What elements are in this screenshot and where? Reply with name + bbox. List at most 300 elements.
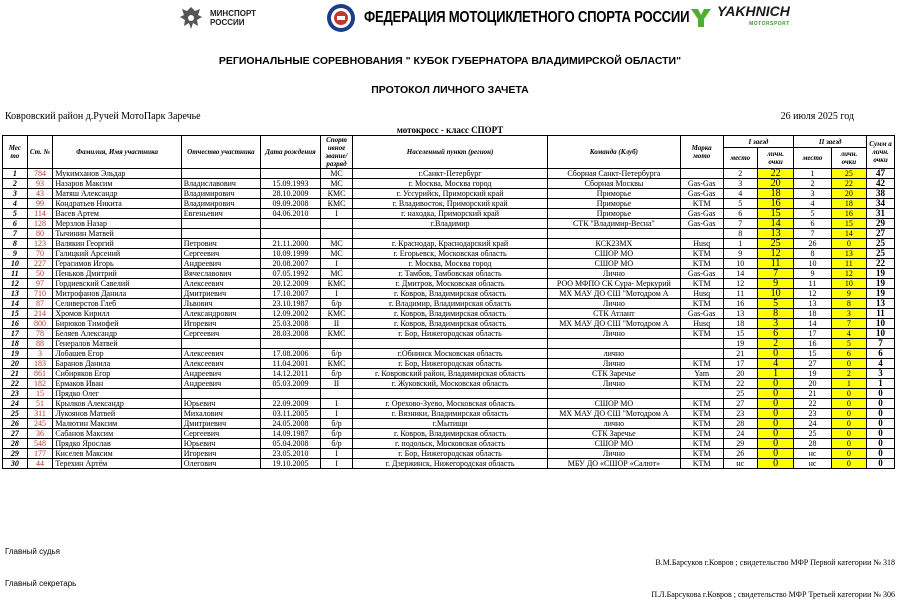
cell-rank [320,219,352,229]
cell-birth-date: 12.09.2002 [261,309,321,319]
cell-name: Пеньков Дмитрий [53,269,181,279]
cell-patronymic [181,339,260,349]
cell-race2-pts: 8 [831,299,866,309]
table-row [3,359,895,369]
cell-race1-pos: 14 [723,269,757,279]
cell-moto: KTM [680,409,723,419]
cell-race2-pts: 20 [831,189,866,199]
cell-race1-pts: 10 [757,289,793,299]
cell-moto: KTM [680,439,723,449]
cell-race1-pts: 14 [757,219,793,229]
cell-total: 0 [867,459,895,469]
cell-race2-pos: 20 [794,379,831,389]
table-row [3,389,895,399]
cell-rank: I [320,399,352,409]
cell-name: Мерзлов Назар [53,219,181,229]
cell-rank: I [320,409,352,419]
cell-rank: КМС [320,199,352,209]
cell-total: 19 [867,289,895,299]
cell-birth-date: 15.09.1993 [261,179,321,189]
cell-rank [320,339,352,349]
cell-start-number: 311 [27,409,53,419]
cell-name: Гордиевский Савелий [53,279,181,289]
cell-name: Генералов Матвей [53,339,181,349]
cell-moto: KTM [680,429,723,439]
cell-name: Хромов Кирилл [53,309,181,319]
col-team: Команда (Клуб) [547,136,680,169]
cell-patronymic: Игоревич [181,449,260,459]
cell-patronymic: Евгеньевич [181,209,260,219]
federation-emblem-icon [326,3,356,33]
cell-race2-pos: 22 [794,399,831,409]
cell-total: 29 [867,219,895,229]
cell-moto: KTM [680,449,723,459]
cell-place: 5 [3,209,28,219]
cell-rank: КМС [320,359,352,369]
cell-city [353,389,548,399]
cell-race1-pts: 25 [757,239,793,249]
cell-moto: KTM [680,459,723,469]
cell-total: 38 [867,189,895,199]
cell-patronymic [181,219,260,229]
cell-race1-pos: 6 [723,209,757,219]
cell-city: г. Дзержинск, Нижегородская область [353,459,548,469]
cell-birth-date [261,229,321,239]
cell-birth-date: 17.10.2007 [261,289,321,299]
cell-place: 28 [3,439,28,449]
cell-name: Назаров Максим [53,179,181,189]
table-row [3,409,895,419]
cell-city: г. Москва, Москва город [353,259,548,269]
cell-city: г. Ковров, Владимирская область [353,429,548,439]
cell-place: 18 [3,339,28,349]
cell-race1-pts: 0 [757,449,793,459]
cell-race1-pos: 3 [723,179,757,189]
cell-total: 25 [867,239,895,249]
cell-race2-pts: 0 [831,399,866,409]
cell-total: 19 [867,269,895,279]
cell-rank [320,229,352,239]
cell-race1-pts: 0 [757,459,793,469]
cell-race1-pos: 10 [723,259,757,269]
col-race1: I заезд [723,136,794,148]
cell-start-number: 87 [27,299,53,309]
cell-name: Беляев Александр [53,329,181,339]
cell-race1-pts: 8 [757,309,793,319]
cell-start-number: 97 [27,279,53,289]
cell-start-number: 182 [27,379,53,389]
cell-rank: б/р [320,349,352,359]
cell-race2-pos: 9 [794,269,831,279]
cell-name: Малютин Максим [53,419,181,429]
table-row [3,169,895,179]
cell-moto: KTM [680,279,723,289]
cell-birth-date [261,169,321,179]
cell-rank: МС [320,239,352,249]
cell-race1-pts: 0 [757,399,793,409]
cell-race2-pts: 1 [831,379,866,389]
cell-start-number: 99 [27,199,53,209]
cell-patronymic: Олегович [181,459,260,469]
cell-patronymic: Дмитриевич [181,289,260,299]
cell-race2-pos: 21 [794,389,831,399]
cell-birth-date: 17.08.2006 [261,349,321,359]
table-row [3,299,895,309]
cell-birth-date [261,389,321,399]
cell-place: 2 [3,179,28,189]
cell-rank: КМС [320,279,352,289]
cell-rank: б/р [320,429,352,439]
cell-start-number: 710 [27,289,53,299]
cell-team: Приморье [547,189,680,199]
cell-patronymic: Игоревич [181,319,260,329]
cell-start-number: 70 [27,249,53,259]
table-row [3,459,895,469]
cell-name: Герасимов Игорь [53,259,181,269]
col-rank: Спорт ивное звание/ разряд [320,136,352,169]
cell-race1-pos: 1 [723,239,757,249]
cell-rank: I [320,209,352,219]
secretary-info: П.Л.Барсукова г.Ковров ; свидетельство МФР Третьей категории № 306 [651,590,895,599]
cell-rank: КМС [320,329,352,339]
cell-birth-date: 23.05.2010 [261,449,321,459]
cell-team: КСК23МХ [547,239,680,249]
cell-race2-pts: 16 [831,209,866,219]
cell-team: Сборная Санкт-Петербурга [547,169,680,179]
cell-team: СШОР МО [547,399,680,409]
cell-place: 3 [3,189,28,199]
cell-race1-pos: 27 [723,399,757,409]
cell-rank: КМС [320,309,352,319]
cell-city: г. Ковров, Владимирская область [353,309,548,319]
cell-total: 0 [867,449,895,459]
competition-title: РЕГИОНАЛЬНЫЕ СОРЕВНОВАНИЯ " КУБОК ГУБЕРНАТОРА ВЛАДИМИРСКОЙ ОБЛАСТИ" [218,55,682,67]
cell-race1-pos: 2 [723,169,757,179]
cell-moto: Gas-Gas [680,309,723,319]
cell-place: 24 [3,399,28,409]
results-body [3,169,895,469]
table-row [3,219,895,229]
minsport-line1: МИНСПОРТ [210,9,257,18]
cell-birth-date [261,219,321,229]
table-row [3,399,895,409]
cell-city: г. Тамбов, Тамбовская область [353,269,548,279]
cell-total: 0 [867,439,895,449]
cell-moto: KTM [680,399,723,409]
cell-name: Лобашев Егор [53,349,181,359]
cell-race1-pos: 8 [723,229,757,239]
col-place: Мес то [3,136,28,169]
col-race2: II заезд [794,136,867,148]
cell-team: Лично [547,379,680,389]
cell-birth-date: 10.09.1999 [261,249,321,259]
cell-moto: Yam [680,369,723,379]
cell-moto: Husq [680,239,723,249]
cell-race2-pts: 0 [831,439,866,449]
table-row [3,209,895,219]
col-name: Фамилия, Имя участника [53,136,181,169]
cell-total: 7 [867,339,895,349]
cell-start-number: 177 [27,449,53,459]
cell-name: Сабанов Максим [53,429,181,439]
cell-team: Приморье [547,209,680,219]
cell-total: 31 [867,209,895,219]
cell-race1-pts: 13 [757,229,793,239]
table-row [3,259,895,269]
cell-name: Киселев Максим [53,449,181,459]
minsport-logo [176,3,256,33]
cell-start-number: 78 [27,329,53,339]
cell-patronymic: Юрьевич [181,399,260,409]
cell-name: Ермаков Иван [53,379,181,389]
cell-name: Лукоянов Матвей [53,409,181,419]
cell-total: 47 [867,169,895,179]
cell-race2-pos: 18 [794,309,831,319]
cell-race2-pos: 19 [794,369,831,379]
cell-name: Тычинин Матвей [53,229,181,239]
cell-name: Крылков Александр [53,399,181,409]
cell-start-number: 548 [27,439,53,449]
sponsor-sub: MOTORSPORT [749,21,790,27]
cell-race2-pos: 13 [794,299,831,309]
results-table [2,135,895,469]
cell-moto: Gas-Gas [680,219,723,229]
table-row [3,429,895,439]
cell-race1-pts: 20 [757,179,793,189]
cell-name: Кондратьев Никита [53,199,181,209]
cell-race1-pos: 21 [723,349,757,359]
cell-moto: Gas-Gas [680,179,723,189]
cell-race2-pos: нс [794,459,831,469]
cell-city: г. Бор, Нижегородская область [353,449,548,459]
cell-team: Лично [547,299,680,309]
cell-place: 21 [3,369,28,379]
cell-total: 1 [867,379,895,389]
cell-total: 10 [867,329,895,339]
cell-start-number: 88 [27,339,53,349]
cell-race1-pos: 29 [723,439,757,449]
table-row [3,179,895,189]
cell-place: 26 [3,419,28,429]
cell-name: Терехин Артём [53,459,181,469]
cell-race1-pts: 11 [757,259,793,269]
cell-name: Митрофанов Данила [53,289,181,299]
cell-race2-pts: 14 [831,229,866,239]
cell-team: лично [547,419,680,429]
protocol-title: ПРОТОКОЛ ЛИЧНОГО ЗАЧЕТА [371,84,529,96]
cell-start-number: 227 [27,259,53,269]
cell-race2-pts: 12 [831,269,866,279]
table-row [3,369,895,379]
cell-start-number: 123 [27,239,53,249]
table-row [3,199,895,209]
cell-moto: KTM [680,419,723,429]
cell-race2-pts: 3 [831,309,866,319]
cell-birth-date: 22.09.2009 [261,399,321,409]
cell-name: Прядко Ярослав [53,439,181,449]
cell-place: 13 [3,289,28,299]
cell-patronymic: Сергеевич [181,329,260,339]
cell-team: СШОР МО [547,249,680,259]
cell-total: 4 [867,359,895,369]
cell-race2-pts: 0 [831,359,866,369]
cell-rank: МС [320,179,352,189]
cell-place: 16 [3,319,28,329]
cell-race2-pos: 12 [794,289,831,299]
cell-birth-date: 24.05.2008 [261,419,321,429]
table-row [3,249,895,259]
cell-total: 0 [867,419,895,429]
cell-patronymic: Алексеевич [181,359,260,369]
cell-rank [320,389,352,399]
cell-race2-pos: 4 [794,199,831,209]
cell-race2-pts: 0 [831,409,866,419]
cell-place: 11 [3,269,28,279]
cell-place: 30 [3,459,28,469]
cell-race2-pos: 1 [794,169,831,179]
table-row [3,279,895,289]
cell-race2-pts: 0 [831,389,866,399]
cell-race2-pos: 8 [794,249,831,259]
cell-race2-pts: 25 [831,169,866,179]
cell-race1-pos: 23 [723,409,757,419]
col-race2-pos: место [794,148,831,169]
cell-city: г. Ковров, Владимирская область [353,289,548,299]
cell-race2-pts: 15 [831,219,866,229]
col-city: Населенный пункт (регион) [353,136,548,169]
cell-rank: б/р [320,439,352,449]
cell-team: МХ МАУ ДО СШ "Мотодром А [547,289,680,299]
cell-race1-pts: 12 [757,249,793,259]
cell-start-number: 183 [27,359,53,369]
cell-moto: KTM [680,359,723,369]
cell-race1-pos: нс [723,459,757,469]
cell-race2-pts: 10 [831,279,866,289]
cell-moto: KTM [680,379,723,389]
cell-name: Сибиряков Егор [53,369,181,379]
cell-place: 23 [3,389,28,399]
col-sum: Сумм а личн. очки [867,136,895,169]
cell-birth-date: 23.10.1987 [261,299,321,309]
table-row [3,329,895,339]
venue: Ковровский район д.Ручей МотоПарк Заречье [5,111,201,122]
cell-race1-pos: 5 [723,199,757,209]
table-row [3,269,895,279]
cell-city: г. Ковров, Владимирская область [353,319,548,329]
cell-city: г. Уссурийск, Приморский край [353,189,548,199]
cell-patronymic: Сергеевич [181,429,260,439]
cell-birth-date: 25.03.2008 [261,319,321,329]
cell-race1-pts: 15 [757,209,793,219]
cell-city [353,339,548,349]
cell-team: СШОР МО [547,259,680,269]
cell-total: 0 [867,389,895,399]
judge-label: Главный судья [5,547,61,556]
cell-moto: KTM [680,249,723,259]
cell-birth-date: 05.04.2008 [261,439,321,449]
cell-race2-pts: 9 [831,289,866,299]
table-row [3,419,895,429]
cell-rank: I [320,289,352,299]
cell-patronymic: Андреевич [181,369,260,379]
cell-place: 20 [3,359,28,369]
cell-start-number: 245 [27,419,53,429]
cell-birth-date: 09.09.2008 [261,199,321,209]
cell-race1-pos: 15 [723,329,757,339]
cell-start-number: 43 [27,189,53,199]
col-race2-pts: личн. очки [831,148,866,169]
cell-race1-pos: 19 [723,339,757,349]
cell-birth-date: 14.12.2011 [261,369,321,379]
cell-city: г. Вязники, Владимирская область [353,409,548,419]
cell-patronymic: Алексеевич [181,279,260,289]
cell-race1-pos: 11 [723,289,757,299]
cell-patronymic: Алексеевич [181,349,260,359]
cell-race1-pos: 20 [723,369,757,379]
cell-start-number: 44 [27,459,53,469]
cell-team: СТК Заречье [547,429,680,439]
cell-patronymic: Михалович [181,409,260,419]
table-row [3,339,895,349]
col-patronymic: Отчество участника [181,136,260,169]
cell-race1-pts: 18 [757,189,793,199]
cell-city: г. Дмитров, Московская область [353,279,548,289]
cell-race2-pts: 22 [831,179,866,189]
cell-race1-pos: 25 [723,389,757,399]
cell-birth-date: 28.10.2009 [261,189,321,199]
cell-race2-pos: 14 [794,319,831,329]
cell-city: г. Егорьевск, Московская область [353,249,548,259]
cell-patronymic: Владимирович [181,199,260,209]
cell-race1-pos: 4 [723,189,757,199]
cell-race2-pos: 26 [794,239,831,249]
table-row [3,239,895,249]
sponsor-mark-icon [688,5,714,31]
cell-birth-date [261,339,321,349]
judge-info: В.М.Барсуков г.Ковров ; свидетельство МФР Первой категории № 318 [655,558,895,567]
cell-race1-pos: 28 [723,419,757,429]
cell-start-number: 114 [27,209,53,219]
cell-name: Матяш Александр [53,189,181,199]
cell-race1-pts: 0 [757,439,793,449]
col-moto: Марка мото [680,136,723,169]
cell-team [547,389,680,399]
cell-birth-date: 05.03.2009 [261,379,321,389]
cell-team [547,229,680,239]
cell-team: Приморье [547,199,680,209]
cell-race2-pos: 15 [794,349,831,359]
cell-birth-date: 04.06.2010 [261,209,321,219]
cell-place: 1 [3,169,28,179]
cell-race1-pts: 5 [757,299,793,309]
cell-rank: б/р [320,299,352,309]
table-row [3,439,895,449]
cell-team: Сборная Москвы [547,179,680,189]
cell-race2-pos: 17 [794,329,831,339]
secretary-label: Главный секретарь [5,579,77,588]
cell-rank: МС [320,249,352,259]
cell-team [547,339,680,349]
cell-race1-pts: 0 [757,429,793,439]
cell-city: г. Владимир, Владимирская область [353,299,548,309]
cell-rank: б/р [320,419,352,429]
cell-start-number: 214 [27,309,53,319]
cell-place: 22 [3,379,28,389]
cell-birth-date: 21.11.2000 [261,239,321,249]
cell-city: г. Бор, Нижегородская область [353,359,548,369]
cell-rank: б/р [320,369,352,379]
cell-city: г. Краснодар, Краснодарский край [353,239,548,249]
